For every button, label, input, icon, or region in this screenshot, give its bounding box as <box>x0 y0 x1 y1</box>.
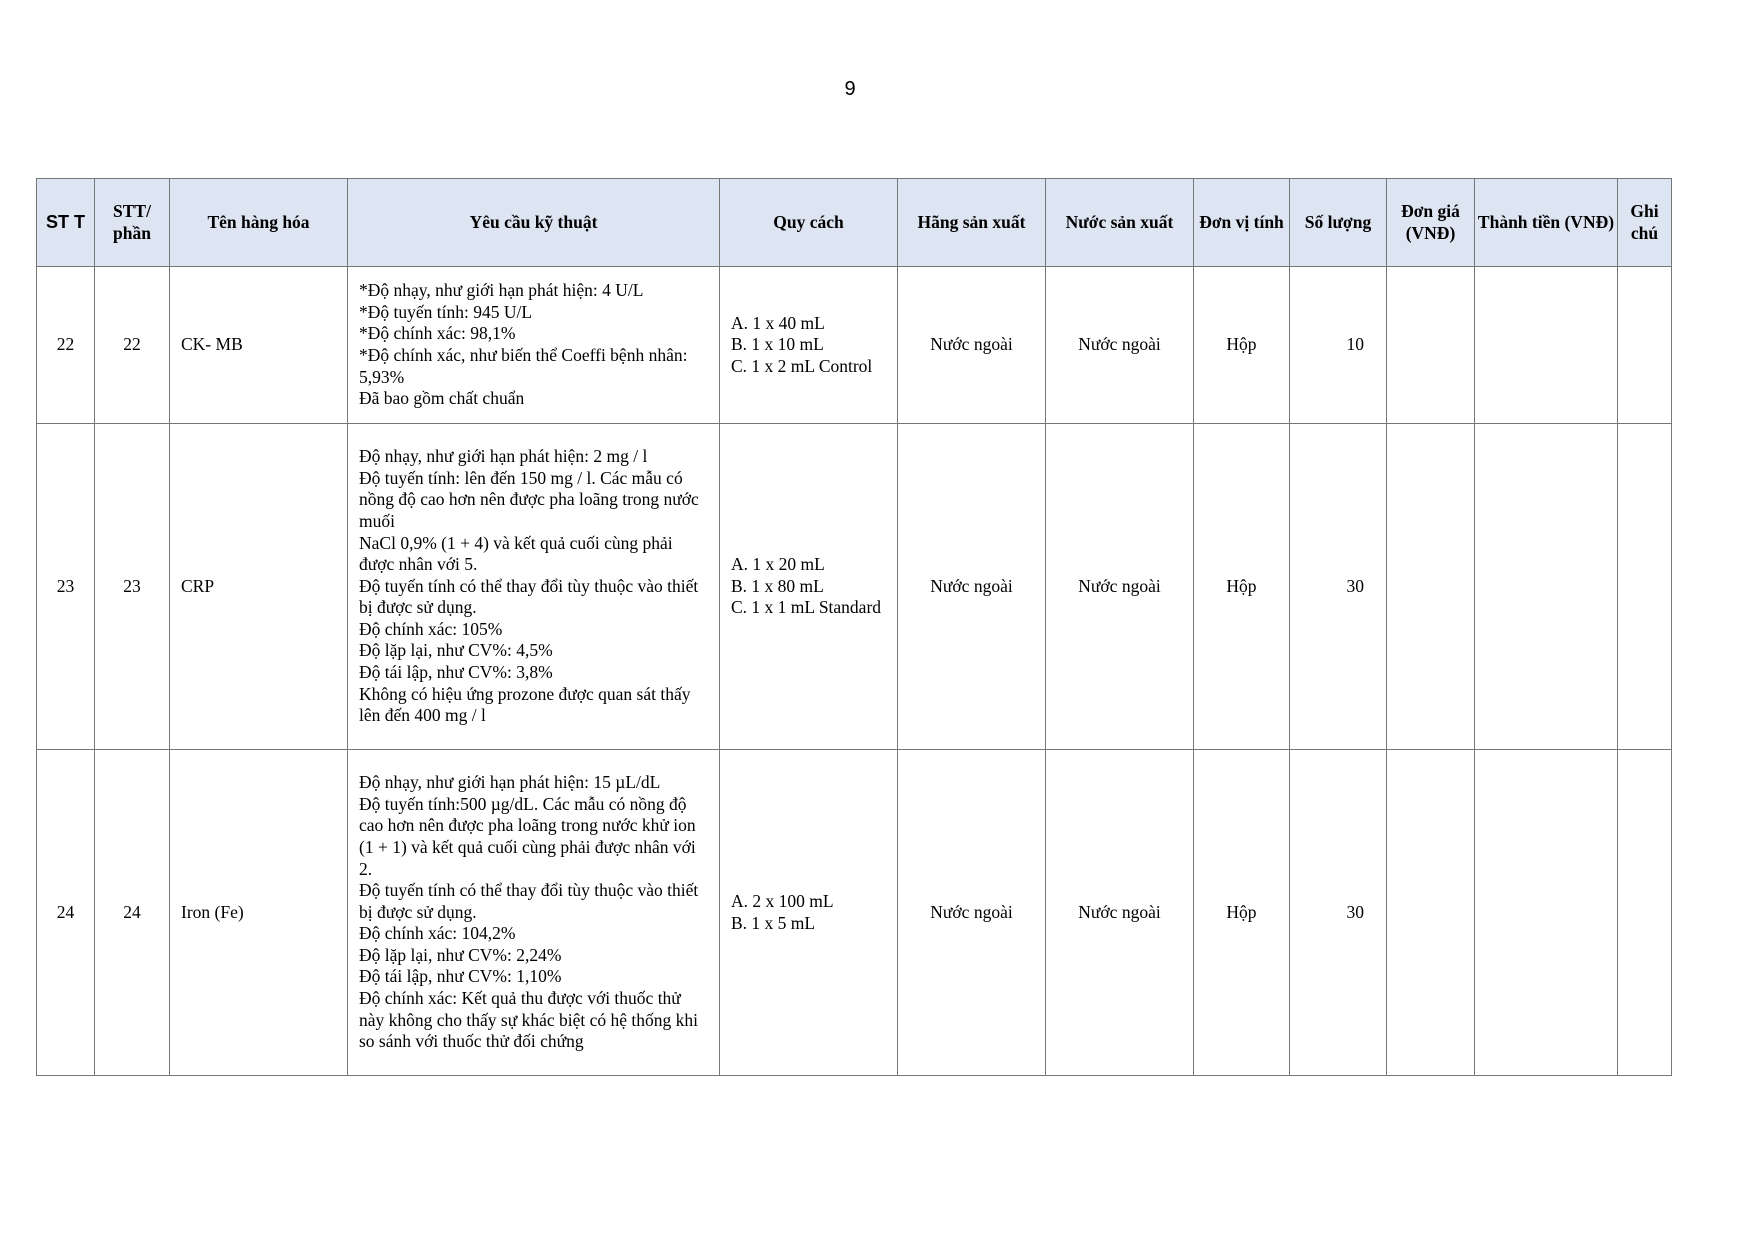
cell-unit: Hộp <box>1194 750 1290 1076</box>
header-ten-hang-hoa: Tên hàng hóa <box>170 179 348 267</box>
cell-unit-price <box>1387 750 1475 1076</box>
header-thanh-tien: Thành tiền (VNĐ) <box>1475 179 1618 267</box>
page-number: 9 <box>844 78 856 100</box>
requirement-line: Độ tuyến tính có thể thay đổi tùy thuộc vào thiết bị được sử dụng. <box>359 575 699 618</box>
requirement-line: Độ nhạy, như giới hạn phát hiện: 15 µL/dL <box>359 772 661 793</box>
cell-note <box>1618 424 1672 750</box>
cell-name: Iron (Fe) <box>170 750 348 1076</box>
cell-stt-phan: 24 <box>95 750 170 1076</box>
cell-note <box>1618 750 1672 1076</box>
cell-requirements <box>348 424 720 750</box>
table-row <box>37 267 1672 424</box>
spec-line: C. 1 x 1 mL Standard <box>731 597 882 618</box>
cell-spec <box>720 267 898 424</box>
requirement-line: Độ chính xác: Kết quả thu được với thuốc thử này không cho thấy sự khác biệt có hệ thống khi so sánh với thuốc thử đối chứng <box>359 988 698 1052</box>
requirement-line: Độ nhạy, như giới hạn phát hiện: 2 mg / l <box>359 446 648 467</box>
cell-requirements <box>348 267 720 424</box>
spec-line: B. 1 x 5 mL <box>731 912 816 933</box>
cell-total <box>1475 267 1618 424</box>
header-yeu-cau: Yêu cầu kỹ thuật <box>348 179 720 267</box>
cell-stt: 22 <box>37 267 95 424</box>
cell-manufacturer: Nước ngoài <box>898 424 1046 750</box>
cell-country: Nước ngoài <box>1046 424 1194 750</box>
header-don-gia: Đơn giá (VNĐ) <box>1387 179 1475 267</box>
cell-total <box>1475 750 1618 1076</box>
cell-total <box>1475 424 1618 750</box>
cell-note <box>1618 267 1672 424</box>
requirement-line: Độ tái lập, như CV%: 1,10% <box>359 966 562 987</box>
header-stt-phan: STT/ phần <box>95 179 170 267</box>
cell-spec <box>720 750 898 1076</box>
cell-name: CK- MB <box>170 267 348 424</box>
header-don-vi: Đơn vị tính <box>1194 179 1290 267</box>
header-quy-cach: Quy cách <box>720 179 898 267</box>
spec-line: C. 1 x 2 mL Control <box>731 355 873 376</box>
requirement-line: Độ tuyến tính có thể thay đổi tùy thuộc vào thiết bị được sử dụng. <box>359 880 699 922</box>
header-row <box>37 179 1672 267</box>
goods-table <box>36 178 1672 1076</box>
spec-line: A. 1 x 20 mL <box>731 554 825 575</box>
cell-manufacturer: Nước ngoài <box>898 750 1046 1076</box>
header-nuoc-sx: Nước sản xuất <box>1046 179 1194 267</box>
cell-unit: Hộp <box>1194 267 1290 424</box>
table-row <box>37 424 1672 750</box>
cell-name: CRP <box>170 424 348 750</box>
header-hang-sx: Hãng sản xuất <box>898 179 1046 267</box>
spec-line: B. 1 x 10 mL <box>731 334 824 355</box>
requirement-line: Độ lặp lại, như CV%: 4,5% <box>359 640 553 661</box>
cell-stt-phan: 23 <box>95 424 170 750</box>
cell-quantity: 10 <box>1290 267 1387 424</box>
header-ghi-chu: Ghi chú <box>1618 179 1672 267</box>
cell-stt: 23 <box>37 424 95 750</box>
cell-requirements <box>348 750 720 1076</box>
spec-line: A. 1 x 40 mL <box>731 312 825 333</box>
requirement-line: Độ tuyến tính: lên đến 150 mg / l. Các mẫu có nồng độ cao hơn nên được pha loãng trong nước muối <box>359 467 699 531</box>
cell-quantity: 30 <box>1290 424 1387 750</box>
requirement-line: Độ lặp lại, như CV%: 2,24% <box>359 944 562 965</box>
header-so-luong: Số lượng <box>1290 179 1387 267</box>
cell-stt-phan: 22 <box>95 267 170 424</box>
requirement-line: Không có hiệu ứng prozone được quan sát thấy lên đến 400 mg / l <box>359 683 691 726</box>
cell-unit-price <box>1387 424 1475 750</box>
cell-quantity: 30 <box>1290 750 1387 1076</box>
cell-country: Nước ngoài <box>1046 750 1194 1076</box>
requirement-line: Độ tuyến tính:500 µg/dL. Các mẫu có nồng độ cao hơn nên được pha loãng trong nước khử ion (1 + 1) và kết quả cuối cùng phải được nhân với 2. <box>359 793 696 879</box>
requirement-line: *Độ chính xác: 98,1% <box>359 323 516 344</box>
table-row <box>37 750 1672 1076</box>
cell-unit: Hộp <box>1194 424 1290 750</box>
cell-country: Nước ngoài <box>1046 267 1194 424</box>
header-stt: ST T <box>37 179 95 267</box>
requirement-line: Độ chính xác: 105% <box>359 618 503 639</box>
requirement-line: NaCl 0,9% (1 + 4) và kết quả cuối cùng phải được nhân với 5. <box>359 532 673 575</box>
spec-line: A. 2 x 100 mL <box>731 890 834 911</box>
requirement-line: *Độ chính xác, như biến thể Coeffi bệnh nhân: 5,93% <box>359 345 688 387</box>
cell-stt: 24 <box>37 750 95 1076</box>
cell-spec <box>720 424 898 750</box>
cell-manufacturer: Nước ngoài <box>898 267 1046 424</box>
requirement-line: Độ chính xác: 104,2% <box>359 923 516 944</box>
requirement-line: Độ tái lập, như CV%: 3,8% <box>359 662 553 683</box>
requirement-line: *Độ nhạy, như giới hạn phát hiện: 4 U/L <box>359 280 644 301</box>
cell-unit-price <box>1387 267 1475 424</box>
requirement-line: Đã bao gồm chất chuẩn <box>359 388 525 409</box>
spec-line: B. 1 x 80 mL <box>731 575 824 596</box>
requirement-line: *Độ tuyến tính: 945 U/L <box>359 301 533 322</box>
